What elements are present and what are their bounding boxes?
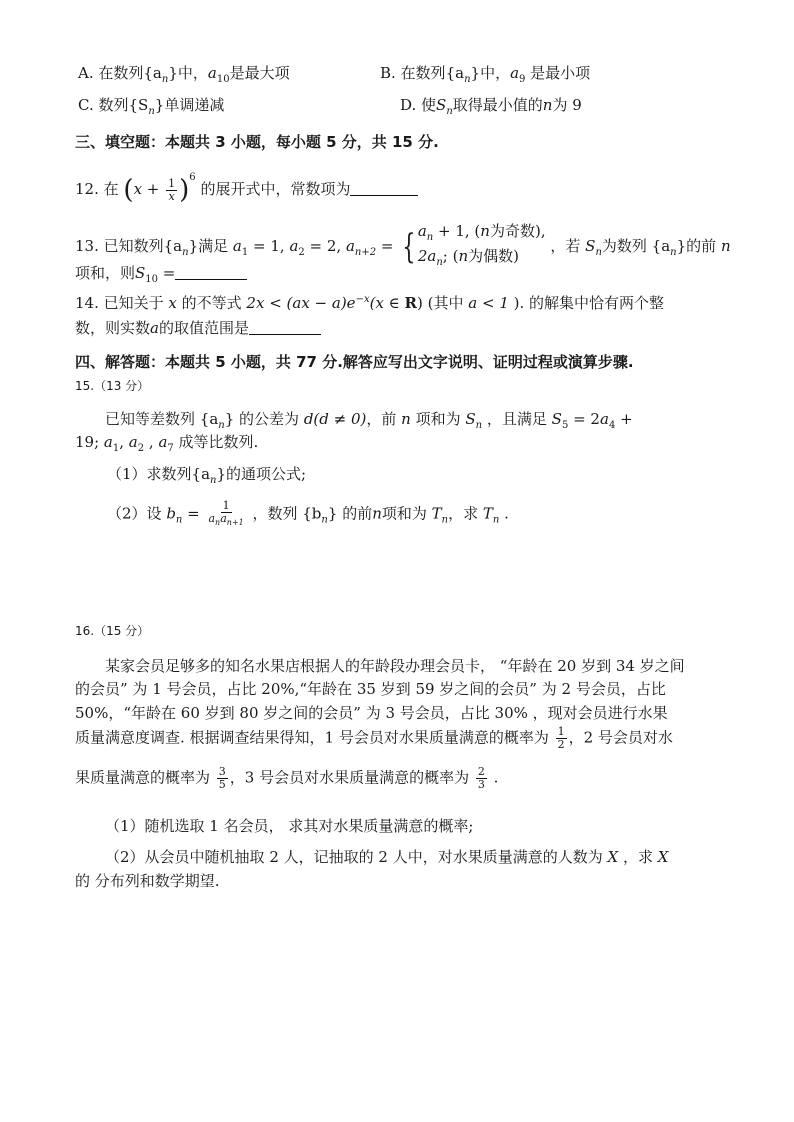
question-16-label: 16.（15 分） xyxy=(75,624,150,638)
question-16-part1: （1）随机选取 1 名会员， 求其对水果质量满意的概率; xyxy=(105,817,474,835)
question-14: 14. 已知关于 x 的不等式 $2x < (ax - a)e^{-x}(x$ ∈ R) (其中 a < 1 ). 的解集中恰有两个整 xyxy=(75,294,665,312)
question-13-line2: 项和，则$S_{10}$ = xyxy=(75,262,247,285)
question-16-line3: 50%，“年龄在 60 岁到 80 岁之间的会员” 为 3 号会员，占比 30% ，现对会员进行水果 xyxy=(75,704,668,722)
section-heading-answer: 四、解答题：本题共 5 小题，共 77 分.解答应写出文字说明、证明过程或演算步骤. xyxy=(75,353,634,371)
question-16-line4: 质量满意度调查. 根据调查结果得知，1 号会员对水果质量满意的概率为 $\frac{1}{2}$ ，2 号会员对水 xyxy=(75,725,673,751)
option-b: B. 在数列$\{a_n\}$中，$a_9$ 是最小项 xyxy=(380,64,591,85)
option-c: C. 数列$\{S_n\}$单调递减 xyxy=(78,96,225,117)
question-15-label: 15.（13 分） xyxy=(75,379,150,393)
answer-blank xyxy=(350,181,418,196)
question-15-part2: （2）设 $b_n$ = $\frac{1}{a_na_{n+1}}$ ，数列 $\{b_n\}$ 的前n项和为 $T_n$，求 $T_n$ . xyxy=(107,499,509,528)
question-15-line1: 已知等差数列 $\{a_n\}$ 的公差为 d(d ≠ 0)，前 n 项和为 $S_n$ ，且满足 $S_5 = 2a_4$ + xyxy=(105,410,633,431)
answer-blank xyxy=(175,265,247,280)
question-15-line2: 19; $a_1$, $a_2$ , $a_7$ 成等比数列. xyxy=(75,433,259,454)
question-16-line5: 果质量满意的概率为 $\frac{3}{5}$ ，3 号会员对水果质量满意的概率为 $\frac{2}{3}$ . xyxy=(75,765,499,791)
question-16-line1: 某家会员足够多的知名水果店根据人的年龄段办理会员卡， “年龄在 20 岁到 34 岁之间 xyxy=(105,657,685,675)
question-13: 13. 已知数列$\{a_n\}$满足 $a_1 = 1$, $a_2 = 2$, $a_{n+2}$ = { $a_n + 1$, (n为奇数), $2a_n$; (n为偶数) ，若 $S_n$为数列 $\{a_n\}$的前 n xyxy=(75,222,731,268)
option-a: A. 在数列$\{a_n\}$中，$a_{10}$是最大项 xyxy=(78,64,290,85)
question-14-line2: 数，则实数a的取值范围是 xyxy=(75,317,321,338)
question-15-part1: （1）求数列$\{a_n\}$的通项公式; xyxy=(107,465,307,486)
question-16-part2-line2: 的 分布列和数学期望. xyxy=(75,872,220,890)
section-heading-fill-in: 三、填空题：本题共 3 小题，每小题 5 分，共 15 分. xyxy=(75,133,439,151)
question-12: 12. 在 (x + $\frac{1}{x}$ )$^6$ 的展开式中，常数项为 xyxy=(75,172,418,205)
option-d: D. 使$S_n$取得最小值的n为 9 xyxy=(400,96,582,117)
answer-blank xyxy=(249,320,321,335)
question-16-part2: （2）从会员中随机抽取 2 人，记抽取的 2 人中，对水果质量满意的人数为 X ，求 X xyxy=(105,848,669,866)
question-16-line2: 的会员” 为 1 号会员，占比 20%,“年龄在 35 岁到 59 岁之间的会员” 为 2 号会员，占比 xyxy=(75,680,666,698)
